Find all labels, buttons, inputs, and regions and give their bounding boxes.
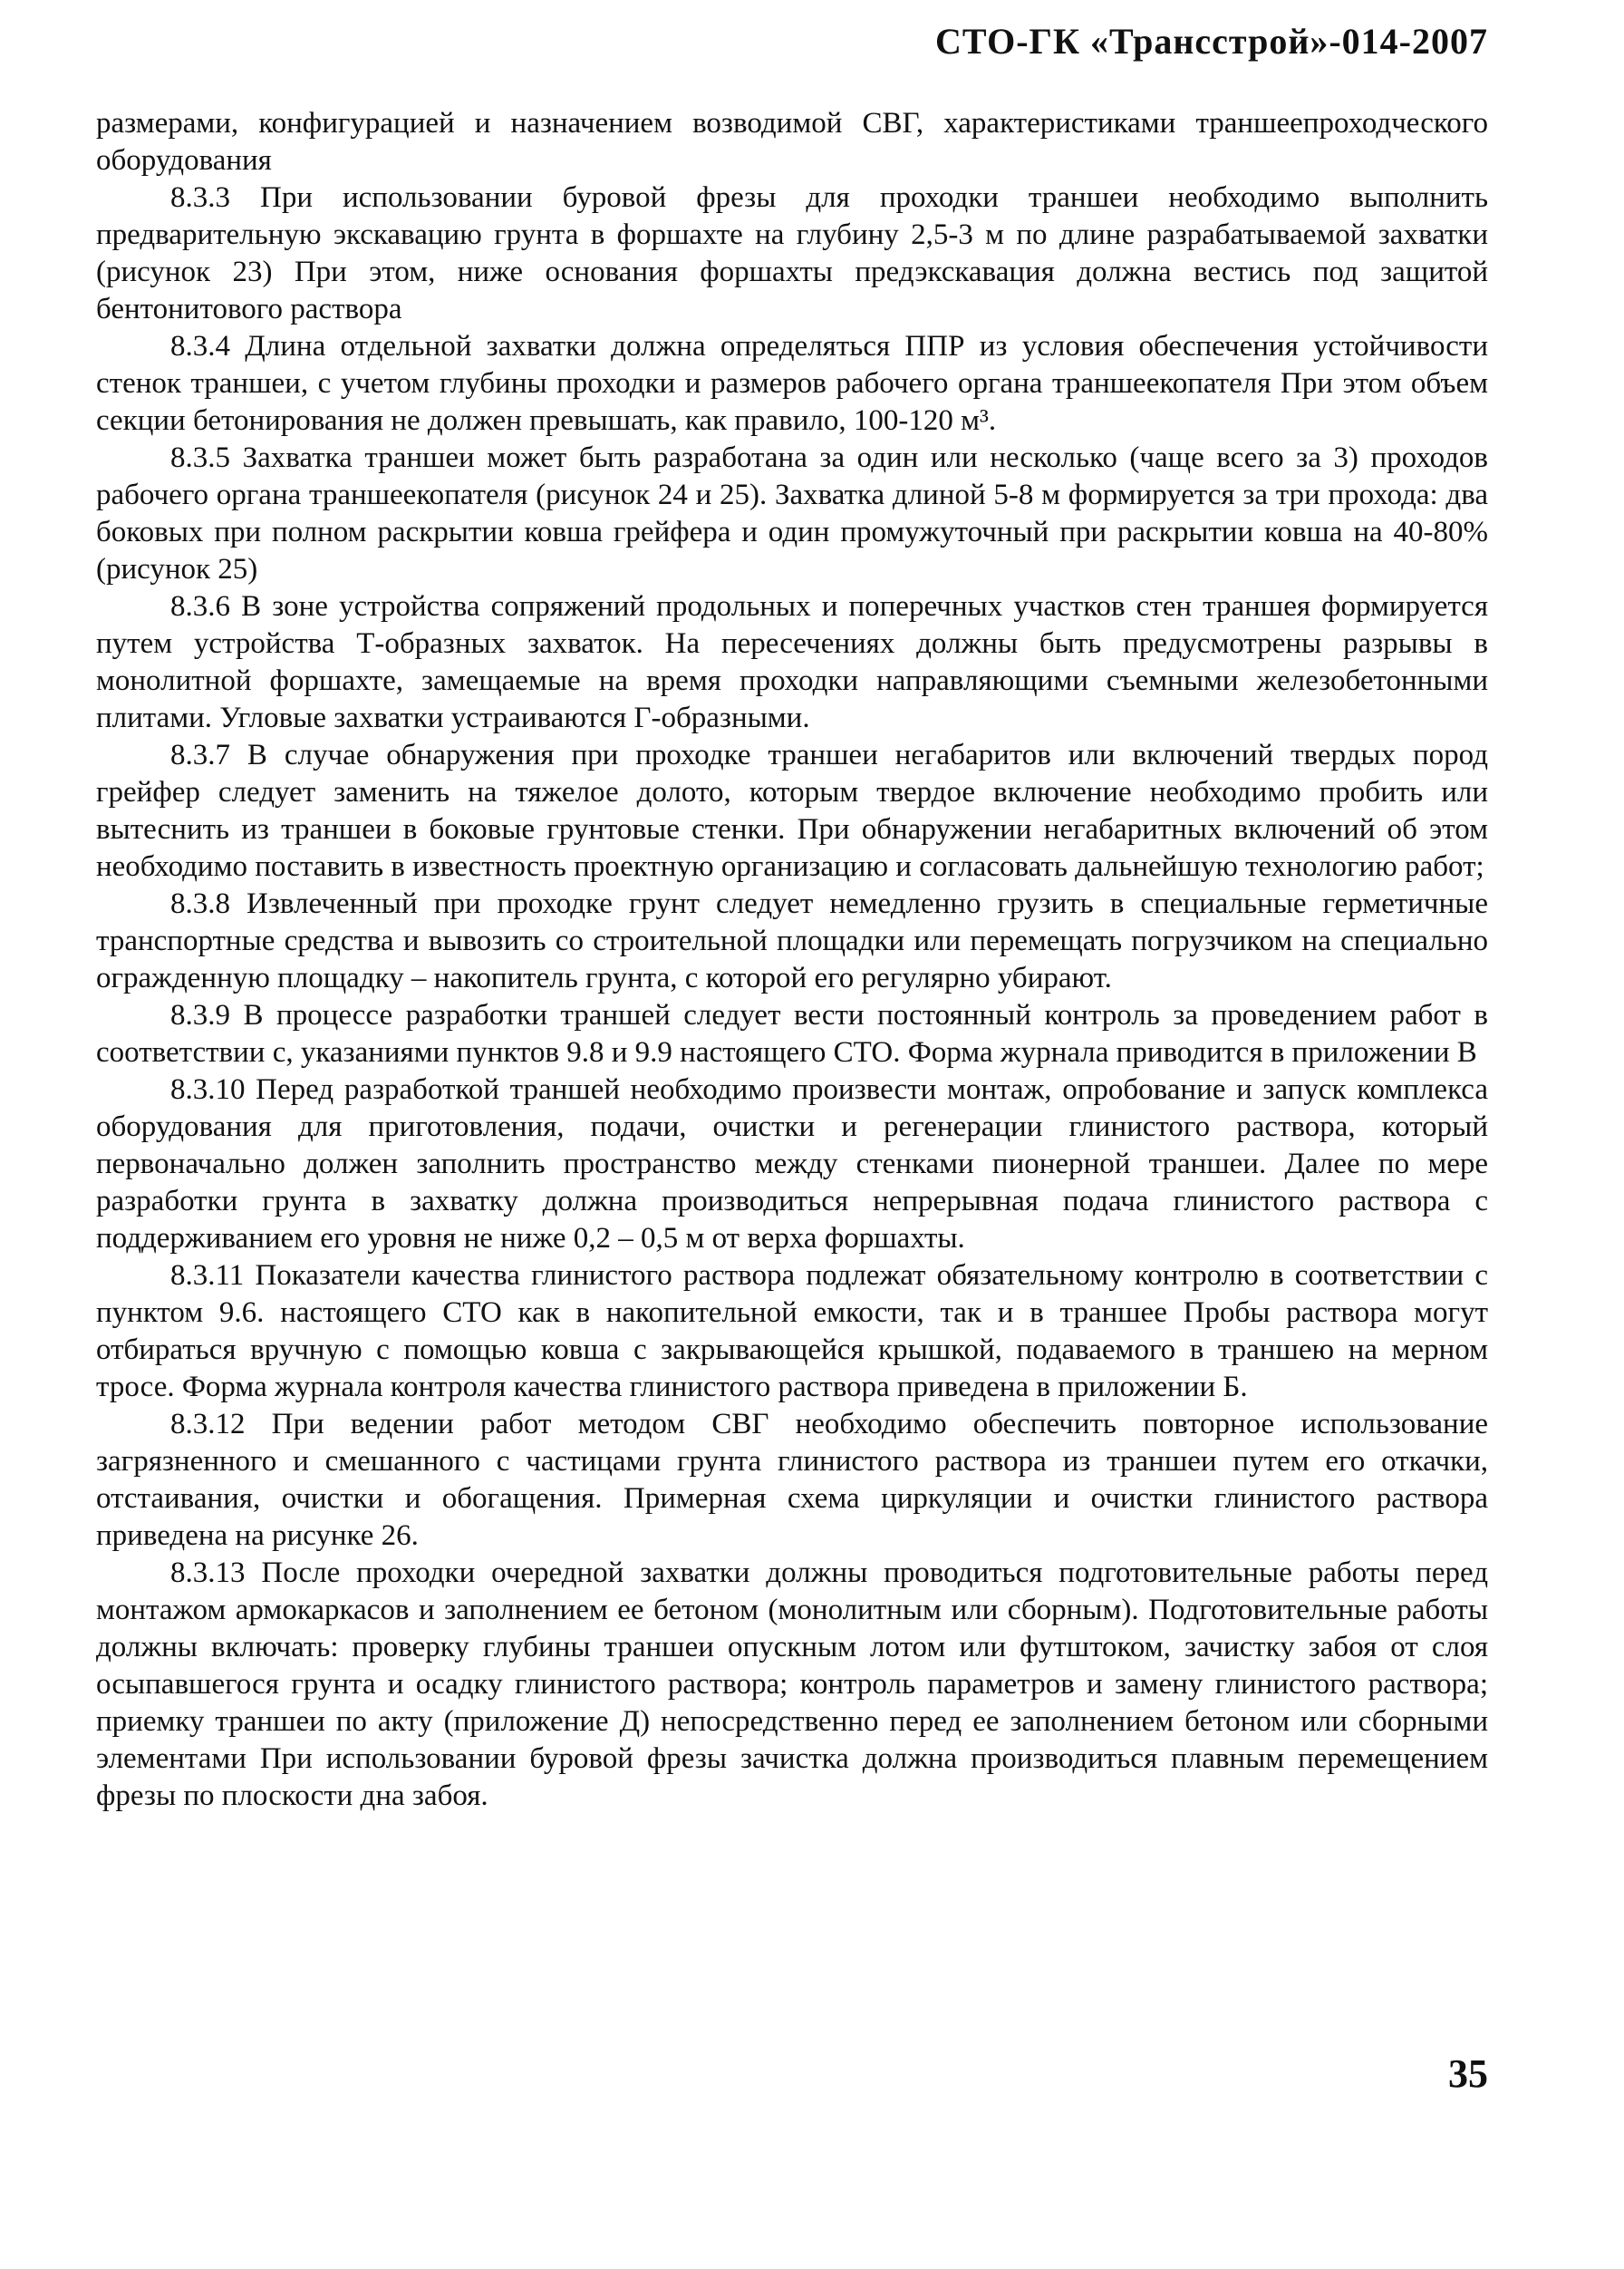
paragraph-8-3-9: 8.3.9 В процессе разработки траншей следует вести постоянный контроль за проведением работ в соответствии с, указаниями пунктов 9.8 и 9.9 настоящего СТО. Форма журнала приводится в приложении В (96, 999, 1488, 1069)
paragraph-continuation: размерами, конфигурацией и назначением возводимой СВГ, характеристиками траншеепроходческого оборудования (96, 107, 1488, 177)
paragraph-8-3-13: 8.3.13 После проходки очередной захватки должны проводиться подготовительные работы перед монтажом армокаркасов и заполнением ее бетоном (монолитным или сборным). Подготовительные работы должны включать: проверку глубины траншеи опускным лотом или футштоком, зачистку забоя от слоя осыпавшегося грунта и осадку глинистого раствора; контроль параметров и замену глинистого раствора; приемку траншеи по акту (приложение Д) непосредственно перед ее заполнением бетоном или сборными элементами При использовании буровой фрезы зачистка должна производиться плавным перемещением фрезы по плоскости дна забоя. (96, 1556, 1488, 1812)
paragraph-8-3-4: 8.3.4 Длина отдельной захватки должна определяться ППР из условия обеспечения устойчивости стенок траншеи, с учетом глубины проходки и размеров рабочего органа траншеекопателя При этом объем секции бетонирования не должен превышать, как правило, 100-120 м³. (96, 330, 1488, 437)
paragraph-8-3-12: 8.3.12 При ведении работ методом СВГ необходимо обеспечить повторное использование загрязненного и смешанного с частицами грунта глинистого раствора из траншеи путем его откачки, отстаивания, очистки и обогащения. Примерная схема циркуляции и очистки глинистого раствора приведена на рисунке 26. (96, 1408, 1488, 1552)
paragraph-8-3-8: 8.3.8 Извлеченный при проходке грунт следует немедленно грузить в специальные герметичные транспортные средства и вывозить со строительной площадки или перемещать погрузчиком на специально огражденную площадку – накопитель грунта, с которой его регулярно убирают. (96, 887, 1488, 994)
page-number: 35 (1448, 2051, 1488, 2096)
paragraph-8-3-3: 8.3.3 При использовании буровой фрезы для проходки траншеи необходимо выполнить предварительную экскавацию грунта в форшахте на глубину 2,5-3 м по длине разрабатываемой захватки (рисунок 23) При этом, ниже основания форшахты предэкскавация должна вестись под защитой бентонитового раствора (96, 181, 1488, 325)
paragraph-8-3-10: 8.3.10 Перед разработкой траншей необходимо произвести монтаж, опробование и запуск комплекса оборудования для приготовления, подачи, очистки и регенерации глинистого раствора, который первоначально должен заполнить пространство между стенками пионерной траншеи. Далее по мере разработки грунта в захватку должна производиться непрерывная подача глинистого раствора с поддерживанием его уровня не ниже 0,2 – 0,5 м от верха форшахты. (96, 1073, 1488, 1255)
paragraph-8-3-5: 8.3.5 Захватка траншеи может быть разработана за один или несколько (чаще всего за 3) проходов рабочего органа траншеекопателя (рисунок 24 и 25). Захватка длиной 5-8 м формируется за три прохода: два боковых при полном раскрытии ковша грейфера и один промужуточный при раскрытии ковша на 40-80% (рисунок 25) (96, 441, 1488, 586)
paragraph-8-3-7: 8.3.7 В случае обнаружения при проходке траншеи негабаритов или включений твердых пород грейфер следует заменить на тяжелое долото, которым твердое включение необходимо пробить или вытеснить из траншеи в боковые грунтовые стенки. При обнаружении негабаритных включений об этом необходимо поставить в известность проектную организацию и согласовать дальнейшую технологию работ; (96, 739, 1488, 883)
paragraph-8-3-6: 8.3.6 В зоне устройства сопряжений продольных и поперечных участков стен траншея формируется путем устройства Т-образных захваток. На пересечениях должны быть предусмотрены разрывы в монолитной форшахте, замещаемые на время проходки направляющими съемными железобетонными плитами. Угловые захватки устраиваются Г-образными. (96, 590, 1488, 734)
paragraph-8-3-11: 8.3.11 Показатели качества глинистого раствора подлежат обязательному контролю в соответствии с пунктом 9.6. настоящего СТО как в накопительной емкости, так и в траншее Пробы раствора могут отбираться вручную с помощью ковша с закрывающейся крышкой, подаваемого в траншею на мерном тросе. Форма журнала контроля качества глинистого раствора приведена в приложении Б. (96, 1259, 1488, 1403)
document-code-header: СТО-ГК «Трансстрой»-014-2007 (935, 21, 1488, 62)
document-body (96, 105, 1488, 1815)
